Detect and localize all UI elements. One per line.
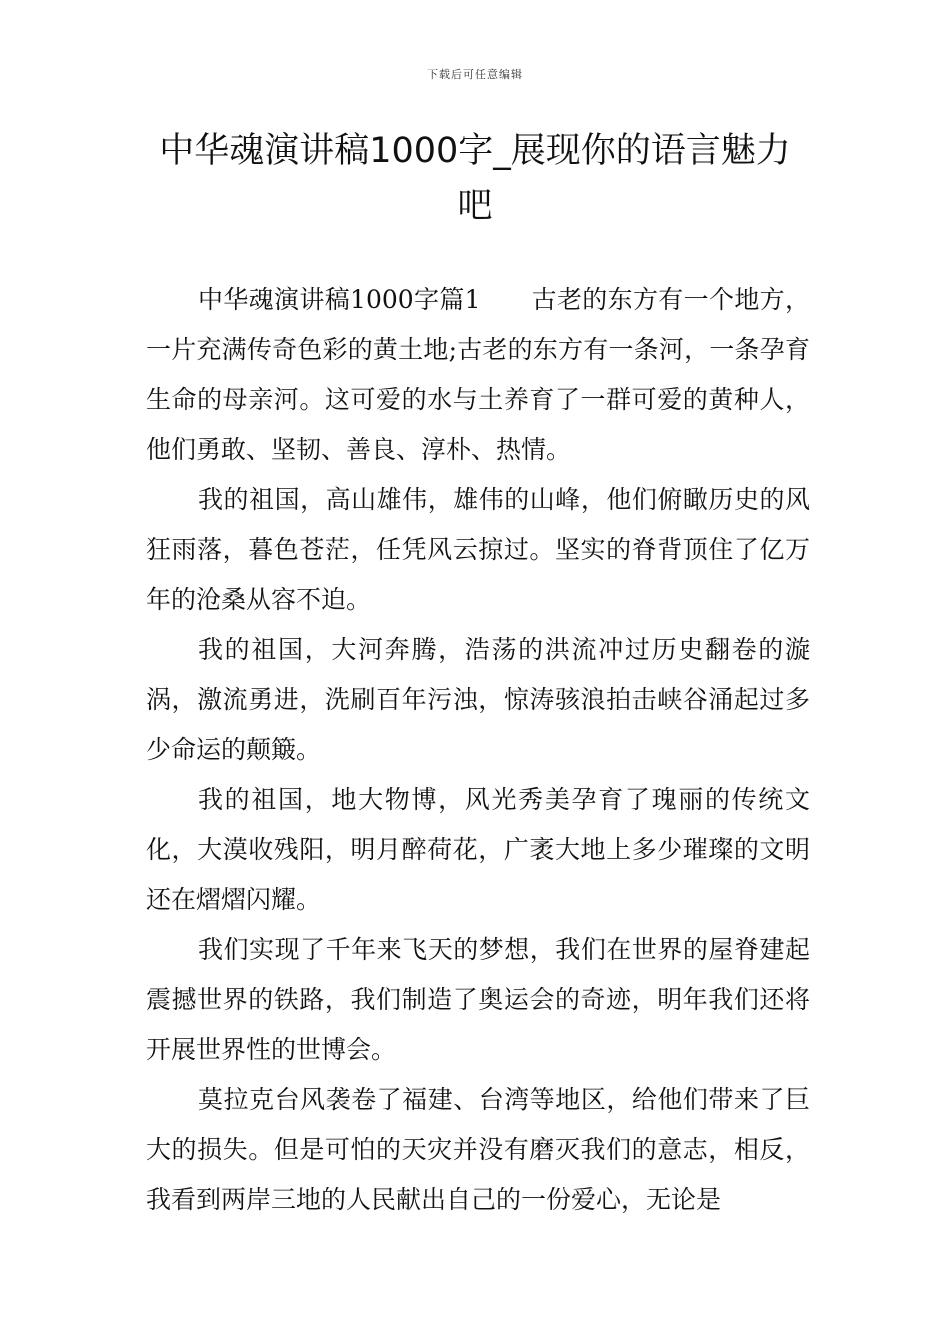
document-body	[146, 275, 810, 1225]
paragraph-3: 我的祖国，大河奔腾，浩荡的洪流冲过历史翻卷的漩涡，激流勇进，洗刷百年污浊，惊涛骇浪拍击峡谷涌起过多少命运的颠簸。	[146, 635, 810, 764]
document-title: 中华魂演讲稿1000字_展现你的语言魅力吧	[159, 131, 791, 226]
paragraph-4: 我的祖国，地大物博，风光秀美孕育了瑰丽的传统文化，大漠收残阳，明月醉荷花，广袤大地上多少璀璨的文明还在熠熠闪耀。	[146, 785, 810, 914]
header-note: 下载后可任意编辑	[427, 68, 523, 81]
paragraph-2: 我的祖国，高山雄伟，雄伟的山峰，他们俯瞰历史的风狂雨落，暮色苍茫，任凭风云掠过。坚实的脊背顶住了亿万年的沧桑从容不迫。	[146, 485, 810, 614]
paragraph-1: 中华魂演讲稿1000字篇1 古老的东方有一个地方，一片充满传奇色彩的黄土地;古老的东方有一条河，一条孕育生命的母亲河。这可爱的水与土养育了一群可爱的黄种人，他们勇敢、坚韧、善良、淳朴、热情。	[146, 285, 810, 464]
paragraph-5: 我们实现了千年来飞天的梦想，我们在世界的屋脊建起震撼世界的铁路，我们制造了奥运会的奇迹，明年我们还将开展世界性的世博会。	[146, 935, 810, 1064]
paragraph-6: 莫拉克台风袭卷了福建、台湾等地区，给他们带来了巨大的损失。但是可怕的天灾并没有磨灭我们的意志，相反，我看到两岸三地的人民献出自己的一份爱心，无论是	[146, 1085, 810, 1214]
